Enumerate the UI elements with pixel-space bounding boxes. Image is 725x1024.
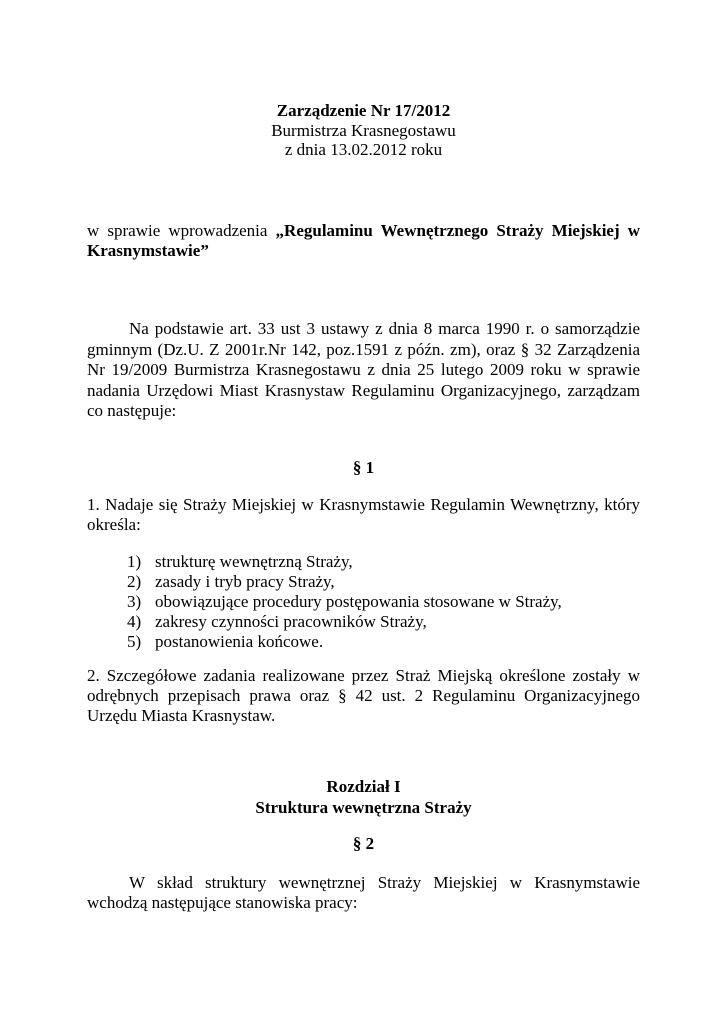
list-item: 3) obowiązujące procedury postępowania stosowane w Straży, — [127, 592, 562, 611]
chapter-title: Struktura wewnętrzna Straży — [255, 798, 472, 817]
chapter-number: Rozdział I — [326, 777, 401, 796]
section-2-paragraph: W skład struktury wewnętrznej Straży Miejskiej w Krasnymstawie wchodzą następujące stanowiska pracy: — [87, 873, 640, 912]
section-1-heading: § 1 — [352, 458, 375, 477]
list-item: 5) postanowienia końcowe. — [127, 632, 324, 651]
list-item: 4) zakresy czynności pracowników Straży, — [127, 612, 427, 631]
subject-prefix: w sprawie wprowadzenia — [87, 221, 276, 240]
order-subject — [87, 221, 640, 261]
list-item: 2) zasady i tryb pracy Straży, — [127, 572, 335, 591]
order-issuer: Burmistrza Krasnegostawu — [271, 120, 456, 140]
regulation-scope-list — [127, 552, 627, 652]
subject-title: „Regulaminu Wewnętrznego Straży Miejskiej w Krasnymstawie” — [87, 221, 640, 260]
document-header — [87, 101, 640, 160]
chapter-1-heading — [87, 776, 640, 818]
section-2-heading: § 2 — [352, 834, 375, 853]
order-date: z dnia 13.02.2012 roku — [284, 140, 443, 159]
order-title: Zarządzenie Nr 17/2012 — [276, 101, 451, 120]
section-1-point-1: 1. Nadaje się Straży Miejskiej w Krasnymstawie Regulamin Wewnętrzny, który określa: — [87, 495, 640, 534]
preamble-paragraph: Na podstawie art. 33 ust 3 ustawy z dnia 8 marca 1990 r. o samorządzie gminnym (Dz.U. Z 2001r.Nr 142, poz.1591 z późn. zm), oraz § 32 Zarządzenia Nr 19/2009 Burmistrza Krasnegostawu z dnia 25 lutego 2009 roku w sprawie nadania Urzędowi Miast Krasnystaw Regulaminu Organizacyjnego, zarządzam co następuje: — [87, 319, 640, 420]
section-1-point-2: 2. Szczegółowe zadania realizowane przez Straż Miejską określone zostały w odrębnych przepisach prawa oraz § 42 ust. 2 Regulaminu Organizacyjnego Urzędu Miasta Krasnystaw. — [87, 666, 640, 725]
list-item: 1) strukturę wewnętrzną Straży, — [127, 552, 353, 571]
